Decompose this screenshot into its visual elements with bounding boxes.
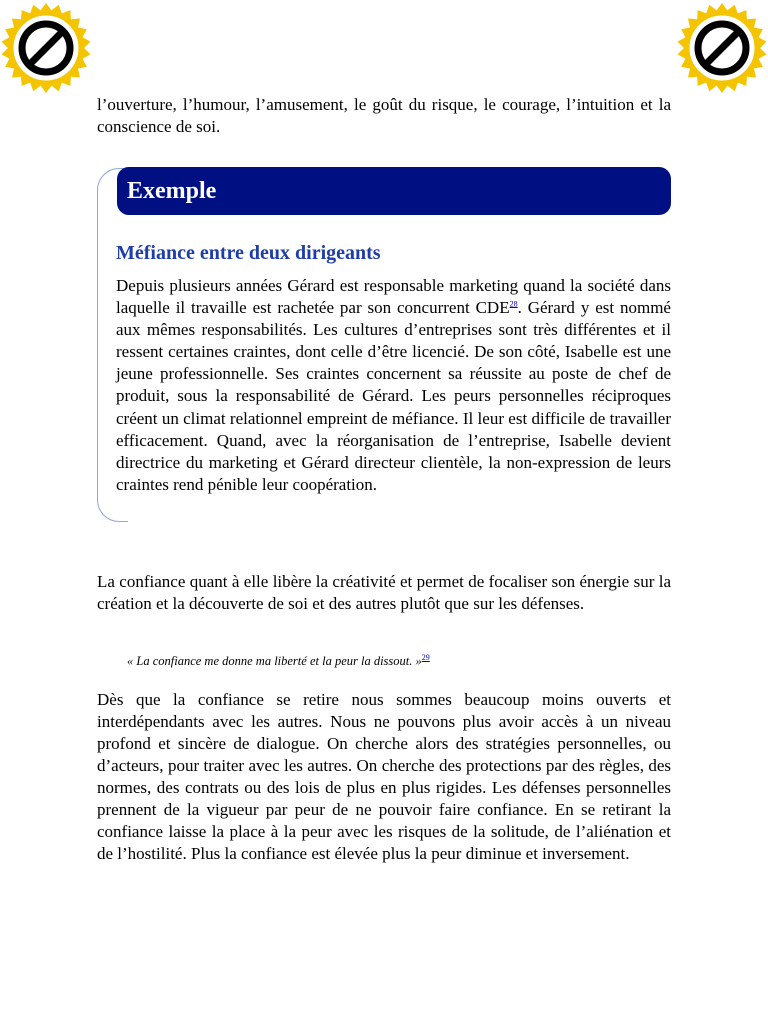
example-banner	[117, 167, 671, 215]
no-entry-seal-icon	[676, 2, 768, 94]
footnote-link[interactable]: 29	[421, 652, 430, 662]
paragraph-3: Dès que la confiance se retire nous sommes beaucoup moins ouverts et interdépendants avec les autres. Nous ne pouvons plus avoir accès à un niveau profond et sincère de dialogue. On cherche alors des stratégies personnelles, ou d’acteurs, pour traiter avec les autres. On cherche des protections par des règles, des normes, des contrats ou des lois de plus en plus rigides. Les défenses personnelles prennent de la vigueur par peur de ne pouvoir faire confiance. En se retirant la confiance laisse la place à la peur avec les risques de la solitude, de l’aliénation et de l’hostilité. Plus la confiance est élevée plus la peur diminue et inversement.	[97, 690, 671, 863]
footnote-ref-28[interactable]	[510, 299, 518, 308]
example-subtitle: Méfiance entre deux dirigeants	[116, 242, 381, 264]
no-entry-seal-icon	[0, 2, 92, 94]
example-body	[116, 275, 671, 496]
example-heading: Exemple	[127, 178, 217, 204]
footnote-link[interactable]: 28	[509, 299, 518, 309]
quote-text: « La confiance me donne ma liberté et la peur la dissout. »	[127, 654, 422, 668]
paragraph-2: La confiance quant à elle libère la créativité et permet de focaliser son énergie sur la création et la découverte de soi et des autres plutôt que sur les défenses.	[97, 572, 671, 613]
footnote-ref-29[interactable]	[422, 653, 430, 662]
intro-paragraph: l’ouverture, l’humour, l’amusement, le goût du risque, le courage, l’intuition et la conscience de soi.	[97, 95, 671, 136]
quote	[127, 652, 667, 670]
example-body-text: Depuis plusieurs années Gérard est responsable marketing quand la société dans laquelle il travaille est rachetée par son concurrent CDE	[116, 276, 671, 318]
example-body-text-cont: . Gérard y est nommé aux mêmes responsabilités. Les cultures d’entreprises sont très différentes et il ressent certaines craintes, dont celle d’être licencié. De son côté, Isabelle est une jeune professionnelle. Ses craintes concernent sa réussite au poste de chef de produit, sous la responsabilité de Gérard. Les peurs personnelles réciproques créent un climat relationnel empreint de méfiance. Il leur est difficile de travailler efficacement. Quand, avec la réorganisation de l’entreprise, Isabelle devient directrice du marketing et Gérard directeur clientèle, la non-expression de leurs craintes rend pénible leur coopération.	[116, 298, 671, 494]
